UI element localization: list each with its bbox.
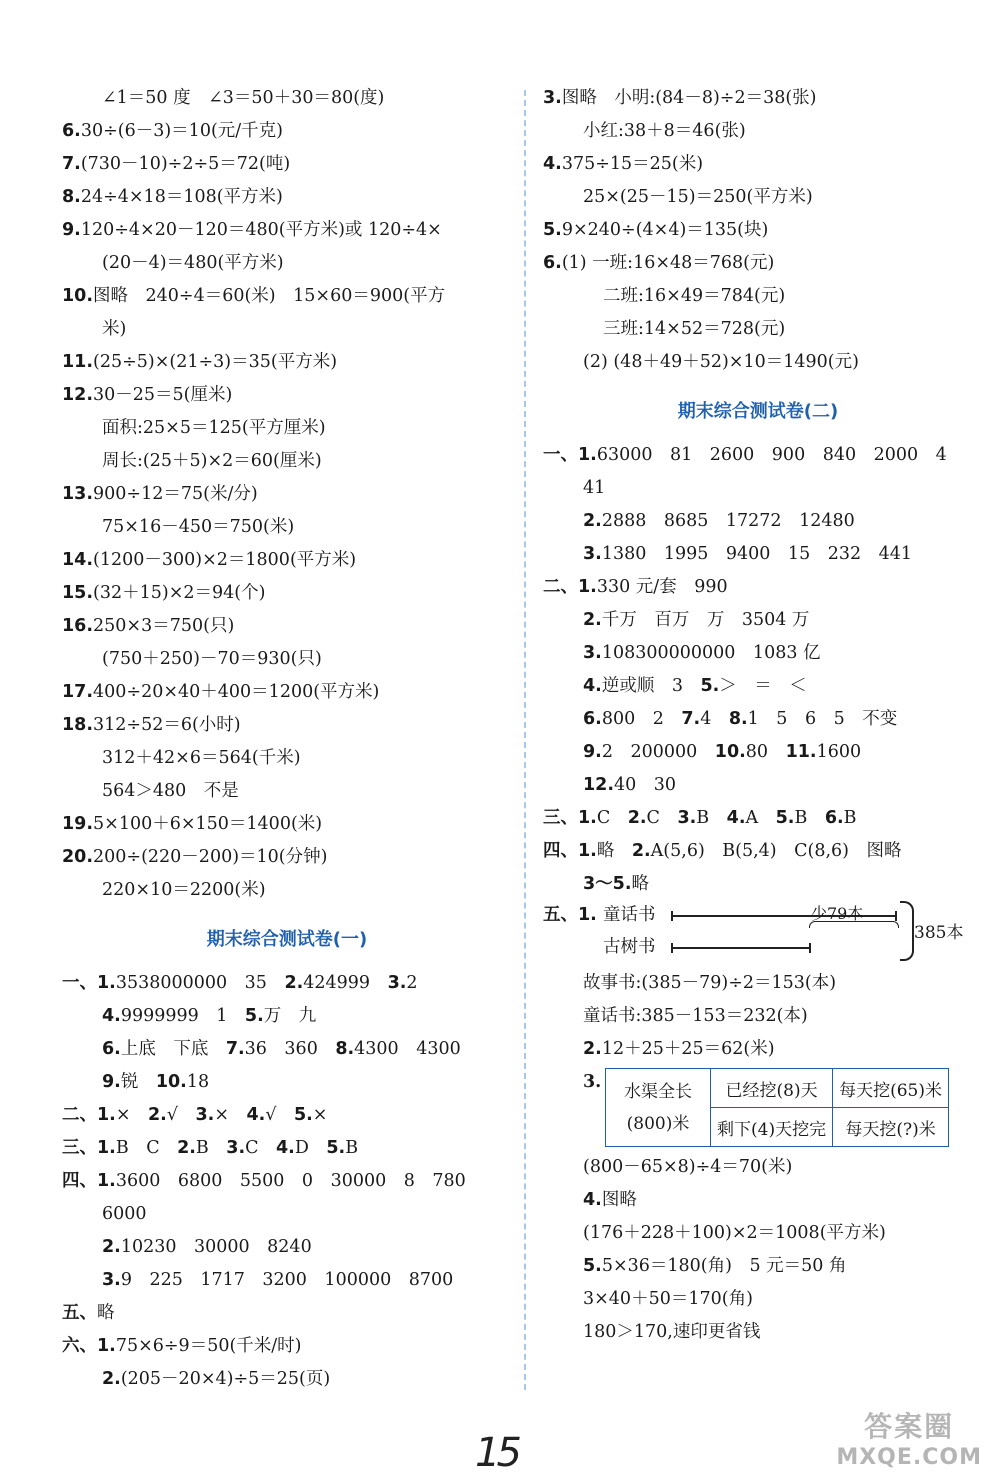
- answer-text: 面积:25×5＝125(平方厘米): [102, 418, 326, 438]
- answer-text: 564＞480 不是: [102, 781, 239, 801]
- item-number: 3.: [583, 1072, 602, 1092]
- answer-text: (32＋15)×2＝94(个): [93, 583, 266, 603]
- answer-text: B: [794, 808, 825, 828]
- answer-text: 4: [700, 709, 729, 729]
- item-number: 4.: [543, 154, 562, 174]
- answer-line: [62, 676, 512, 709]
- answer-line: [543, 1316, 973, 1349]
- answer-line: [62, 808, 512, 841]
- answer-line: [543, 703, 973, 736]
- answer-line: [62, 280, 512, 313]
- item-number: 9.: [62, 220, 81, 240]
- answer-line: [62, 445, 512, 478]
- answer-text: (25÷5)×(21÷3)＝35(平方米): [93, 352, 338, 372]
- answer-line: [543, 1033, 973, 1066]
- answer-line: [543, 313, 973, 346]
- answer-line: [62, 841, 512, 874]
- answer-text: 12＋25＋25＝62(米): [601, 1039, 775, 1059]
- section-title-exam-2: 期末综合测试卷(二): [677, 401, 839, 422]
- answer-text: 800 2: [601, 709, 682, 729]
- answer-text: 1600: [816, 742, 862, 762]
- item-number: 四、1.: [62, 1171, 116, 1191]
- item-number: 12.: [62, 385, 94, 405]
- answer-text: 略: [631, 874, 650, 894]
- answer-text: ∠1＝50 度 ∠3＝50＋30＝80(度): [102, 88, 385, 108]
- answer-text: C: [596, 808, 628, 828]
- answer-line: [543, 604, 973, 637]
- answer-text: B: [195, 1138, 227, 1158]
- answer-text: A: [745, 808, 776, 828]
- answer-text: (2) (48＋49＋52)×10＝1490(元): [583, 352, 859, 372]
- answer-text: (730－10)÷2÷5＝72(吨): [80, 154, 291, 174]
- answer-text: 330 元/套 990: [596, 577, 728, 597]
- item-number: 4.: [726, 808, 746, 828]
- answer-text: 略: [596, 841, 632, 861]
- item-number: 4.: [583, 676, 602, 696]
- item-number: 5.: [326, 1138, 346, 1158]
- table-cell: 每天挖(65)米: [833, 1069, 949, 1108]
- item-number: 9.: [102, 1072, 121, 1092]
- item-number: 6.: [583, 709, 602, 729]
- answer-text: A(5,6) B(5,4) C(8,6) 图略: [650, 841, 902, 861]
- item-number: 2.: [583, 1039, 602, 1059]
- answer-line: [62, 379, 512, 412]
- answer-text: 童话书:385－153＝232(本): [583, 1006, 808, 1026]
- item-number: 5.: [293, 1105, 313, 1125]
- line-segment-diagram: [543, 901, 973, 967]
- answer-text: (750＋250)－70＝930(只): [102, 649, 322, 669]
- item-number: 2.: [148, 1105, 167, 1125]
- answer-text: 略: [97, 1303, 115, 1323]
- item-number: 5.: [543, 220, 562, 240]
- answer-text: 故事书:(385－79)÷2＝153(本): [583, 973, 837, 993]
- answer-text: 米): [102, 319, 127, 339]
- answer-list: [543, 439, 973, 901]
- answer-text: 63000 81 2600 900 840 2000 4: [596, 445, 947, 465]
- answer-text: 30÷(6－3)＝10(元/千克): [80, 121, 284, 141]
- answer-text: 25×(25－15)＝250(平方米): [583, 187, 813, 207]
- answer-text: 24÷4×18＝108(平方米): [80, 187, 283, 207]
- answer-text: 周长:(25＋5)×2＝60(厘米): [102, 451, 322, 471]
- answer-line: [543, 505, 973, 538]
- left-column: [62, 82, 512, 1396]
- table-row: [543, 1068, 973, 1147]
- answer-line: [62, 412, 512, 445]
- item-number: 8.: [335, 1039, 355, 1059]
- item-number: 6.: [102, 1039, 121, 1059]
- answer-line: [543, 769, 973, 802]
- answer-text: B: [345, 1138, 359, 1158]
- total-brace: [900, 901, 914, 961]
- answer-line: [62, 967, 512, 1000]
- answer-line: [62, 478, 512, 511]
- diagram-difference-label: 少79本: [811, 904, 864, 923]
- watermark-url: MXQE.COM: [836, 1445, 982, 1470]
- answer-line: [543, 736, 973, 769]
- column-divider: [524, 90, 526, 1390]
- answer-text: 2: [406, 973, 418, 993]
- answer-text: 2 200000: [601, 742, 715, 762]
- page-number: 15: [475, 1430, 518, 1476]
- answer-line: [543, 148, 973, 181]
- answer-line: [62, 1231, 512, 1264]
- item-number: 16.: [62, 616, 94, 636]
- answer-line: [62, 1363, 512, 1396]
- answer-line: [62, 214, 512, 247]
- answer-text: 18: [186, 1072, 210, 1092]
- answer-text: 312＋42×6＝564(千米): [102, 748, 301, 768]
- answer-line: [543, 346, 973, 379]
- item-number: 4.: [276, 1138, 295, 1158]
- section-title-exam-1: 期末综合测试卷(一): [206, 929, 368, 950]
- answer-text: C: [646, 808, 678, 828]
- item-number: 三、1.: [543, 808, 597, 828]
- item-number: 3.: [226, 1138, 246, 1158]
- answer-line: [62, 742, 512, 775]
- item-number: 2.: [627, 808, 647, 828]
- cell-text: (800)米: [626, 1113, 690, 1134]
- answer-text: ＞ ＝ ＜: [719, 676, 807, 696]
- answer-text: (205－20×4)÷5＝25(页): [120, 1369, 331, 1389]
- answer-text: 1380 1995 9400 15 232 441: [601, 544, 913, 564]
- answer-line: [62, 1264, 512, 1297]
- answer-line: [62, 709, 512, 742]
- answer-text: 375÷15＝25(米): [561, 154, 704, 174]
- answer-text: 9×240÷(4×4)＝135(块): [561, 220, 769, 240]
- answer-text: 6000: [102, 1204, 147, 1224]
- item-number: 5.: [700, 676, 720, 696]
- item-number: 6.: [543, 253, 562, 273]
- answer-line: [543, 280, 973, 313]
- answer-text: 80: [745, 742, 786, 762]
- answer-text: 5×100＋6×150＝1400(米): [93, 814, 323, 834]
- answer-text: 1 5 6 5 不变: [747, 709, 898, 729]
- answer-text: 图略 240÷4＝60(米) 15×60＝900(平方: [93, 286, 446, 306]
- answer-text: 40 30: [614, 775, 677, 795]
- answer-line: [543, 1250, 973, 1283]
- answer-text: 900÷12＝75(米/分): [93, 484, 258, 504]
- item-number: 17.: [62, 682, 94, 702]
- item-number: 2.: [631, 841, 651, 861]
- answer-list: [62, 967, 512, 1396]
- difference-brace: [809, 921, 899, 928]
- answer-line: [543, 1184, 973, 1217]
- answer-text: √: [166, 1105, 196, 1125]
- answer-line: [543, 802, 973, 835]
- answer-line: [62, 577, 512, 610]
- item-number: 3.: [102, 1270, 121, 1290]
- item-number: 3～5.: [583, 874, 632, 894]
- answer-line: [62, 1099, 512, 1132]
- item-number: 2.: [583, 610, 602, 630]
- table-cell: [606, 1069, 711, 1147]
- answer-text: ×: [214, 1105, 247, 1125]
- item-number: 10.: [714, 742, 746, 762]
- answer-line: [62, 181, 512, 214]
- answer-list: [543, 1151, 973, 1349]
- answer-text: 400÷20×40＋400＝1200(平方米): [93, 682, 380, 702]
- item-number: 2.: [177, 1138, 196, 1158]
- answer-text: 424999: [303, 973, 388, 993]
- item-number: 9.: [583, 742, 602, 762]
- item-number: 五、1.: [543, 905, 597, 925]
- answer-text: 10230 30000 8240: [120, 1237, 312, 1257]
- answer-text: ×: [115, 1105, 148, 1125]
- answer-text: 220×10＝2200(米): [102, 880, 266, 900]
- answer-text: 三班:14×52＝728(元): [603, 319, 786, 339]
- right-column: [543, 82, 973, 1349]
- answer-line: [62, 1132, 512, 1165]
- answer-line: [62, 643, 512, 676]
- answer-line: [543, 835, 973, 868]
- answer-text: 上底 下底: [120, 1039, 226, 1059]
- item-number: 六、1.: [62, 1336, 116, 1356]
- answer-text: 3600 6800 5500 0 30000 8 780: [115, 1171, 466, 1191]
- item-number: 2.: [284, 973, 304, 993]
- answer-line: [62, 1066, 512, 1099]
- item-number: 二、1.: [62, 1105, 116, 1125]
- item-number: 一、1.: [543, 445, 597, 465]
- answer-line: [62, 346, 512, 379]
- item-number: 一、1.: [62, 973, 116, 993]
- diagram-row: [543, 901, 973, 967]
- item-number: 3.: [387, 973, 407, 993]
- item-number: 18.: [62, 715, 94, 735]
- table-cell: 剩下(4)天挖完: [711, 1108, 833, 1147]
- answer-text: 3538000000 35: [115, 973, 285, 993]
- answer-text: (1200－300)×2＝1800(平方米): [93, 550, 357, 570]
- item-number: 11.: [62, 352, 94, 372]
- item-number: 7.: [681, 709, 701, 729]
- item-number: 10.: [155, 1072, 187, 1092]
- answer-text: 41: [583, 478, 606, 498]
- item-number: 3.: [195, 1105, 215, 1125]
- diagram-label-top: 童话书: [603, 905, 656, 925]
- answer-text: 180＞170,速印更省钱: [583, 1322, 761, 1342]
- answer-text: 36 360: [244, 1039, 336, 1059]
- item-number: 4.: [246, 1105, 266, 1125]
- answer-text: 4300 4300: [354, 1039, 461, 1059]
- answer-line: [543, 82, 973, 115]
- answer-line: [543, 214, 973, 247]
- answer-text: C: [245, 1138, 276, 1158]
- item-number: 8.: [728, 709, 748, 729]
- answer-text: (20－4)＝480(平方米): [102, 253, 284, 273]
- answer-text: 锐: [120, 1072, 156, 1092]
- answer-text: 9999999 1: [120, 1006, 245, 1026]
- answer-text: 30－25＝5(厘米): [93, 385, 233, 405]
- answer-line: [543, 1000, 973, 1033]
- answer-line: [543, 868, 973, 901]
- answer-line: [543, 637, 973, 670]
- answer-line: [62, 1033, 512, 1066]
- segment-bar-bottom: [671, 947, 811, 949]
- answer-line: [543, 439, 973, 472]
- item-number: 4.: [583, 1190, 602, 1210]
- answer-line: [62, 775, 512, 808]
- answer-text: (800－65×8)÷4＝70(米): [583, 1157, 793, 1177]
- diagram-label-bottom: 古树书: [603, 937, 656, 957]
- item-number: 5.: [583, 1256, 602, 1276]
- answer-text: 2888 8685 17272 12480: [601, 511, 855, 531]
- item-number: 6.: [824, 808, 844, 828]
- answer-line: [62, 313, 512, 346]
- answer-line: [62, 874, 512, 907]
- answer-text: 5×36＝180(角) 5 元＝50 角: [601, 1256, 847, 1276]
- problem-table: [605, 1068, 949, 1147]
- answer-line: [543, 1151, 973, 1184]
- item-number: 三、1.: [62, 1138, 116, 1158]
- answer-line: [62, 1165, 512, 1198]
- watermark-text: 答案圈: [864, 1410, 955, 1443]
- item-number: 五、: [62, 1303, 97, 1323]
- segment-tick: [895, 911, 897, 921]
- item-number: 19.: [62, 814, 94, 834]
- item-number: 15.: [62, 583, 94, 603]
- answer-text: (1) 一班:16×48＝768(元): [561, 253, 775, 273]
- item-number: 8.: [62, 187, 81, 207]
- answer-text: 千万 百万 万 3504 万: [601, 610, 810, 630]
- answer-text: 120÷4×20－120＝480(平方米)或 120÷4×: [80, 220, 442, 240]
- answer-text: 75×16－450＝750(米): [102, 517, 295, 537]
- item-number: 3.: [583, 544, 602, 564]
- item-number: 7.: [62, 154, 81, 174]
- item-number: 四、1.: [543, 841, 597, 861]
- answer-text: √: [265, 1105, 294, 1125]
- answer-line: [62, 1000, 512, 1033]
- table-cell: 每天挖(?)米: [833, 1108, 949, 1147]
- answer-list: [543, 82, 973, 379]
- item-number: 3.: [583, 643, 602, 663]
- answer-text: 万 九: [263, 1006, 317, 1026]
- item-number: 6.: [62, 121, 81, 141]
- segment-tick: [809, 943, 811, 953]
- watermark-logo: [836, 1405, 982, 1470]
- answer-line: [62, 247, 512, 280]
- answer-text: 200÷(220－200)＝10(分钟): [93, 847, 328, 867]
- item-number: 14.: [62, 550, 94, 570]
- answer-list: [62, 82, 512, 907]
- answer-list: [543, 967, 973, 1066]
- answer-line: [543, 571, 973, 604]
- answer-line: [62, 1198, 512, 1231]
- answer-line: [62, 610, 512, 643]
- answer-text: 逆或顺 3: [601, 676, 701, 696]
- answer-text: 3×40＋50＝170(角): [583, 1289, 753, 1309]
- answer-line: [62, 115, 512, 148]
- answer-line: [543, 1283, 973, 1316]
- item-number: 4.: [102, 1006, 121, 1026]
- cell-text: 水渠全长: [624, 1081, 692, 1102]
- answer-line: [62, 511, 512, 544]
- answer-line: [62, 544, 512, 577]
- answer-text: (176＋228＋100)×2＝1008(平方米): [583, 1223, 886, 1243]
- item-number: 二、1.: [543, 577, 597, 597]
- answer-line: [62, 82, 512, 115]
- answer-text: D: [294, 1138, 327, 1158]
- answer-text: ×: [312, 1105, 328, 1125]
- answer-text: 图略: [601, 1190, 637, 1210]
- answer-text: B: [843, 808, 857, 828]
- diagram-total-label: 385本: [914, 923, 964, 943]
- item-number: 11.: [785, 742, 817, 762]
- answer-line: [543, 472, 973, 505]
- answer-line: [62, 148, 512, 181]
- item-number: 2.: [583, 511, 602, 531]
- answer-line: [62, 1297, 512, 1330]
- item-number: 2.: [102, 1237, 121, 1257]
- answer-line: [543, 670, 973, 703]
- item-number: 12.: [583, 775, 615, 795]
- answer-text: 图略 小明:(84－8)÷2＝38(张): [561, 88, 817, 108]
- answer-text: B C: [115, 1138, 178, 1158]
- answer-line: [543, 1217, 973, 1250]
- answer-text: B: [696, 808, 727, 828]
- answer-line: [543, 181, 973, 214]
- item-number: 10.: [62, 286, 94, 306]
- answer-line: [543, 115, 973, 148]
- item-number: 2.: [102, 1369, 121, 1389]
- answer-text: 250×3＝750(只): [93, 616, 235, 636]
- answer-text: 小红:38＋8＝46(张): [583, 121, 746, 141]
- item-number: 7.: [225, 1039, 245, 1059]
- answer-line: [543, 538, 973, 571]
- table-cell: 已经挖(8)天: [711, 1069, 833, 1108]
- answer-text: 108300000000 1083 亿: [601, 643, 821, 663]
- answer-text: 9 225 1717 3200 100000 8700: [120, 1270, 454, 1290]
- item-number: 5.: [775, 808, 795, 828]
- item-number: 3.: [677, 808, 697, 828]
- item-number: 20.: [62, 847, 94, 867]
- answer-text: 二班:16×49＝784(元): [603, 286, 786, 306]
- answer-line: [62, 1330, 512, 1363]
- item-number: 5.: [244, 1006, 264, 1026]
- item-number: 13.: [62, 484, 94, 504]
- answer-text: 312÷52＝6(小时): [93, 715, 241, 735]
- answer-line: [543, 247, 973, 280]
- answer-text: 75×6÷9＝50(千米/时): [115, 1336, 302, 1356]
- answer-line: [543, 967, 973, 1000]
- item-number: 3.: [543, 88, 562, 108]
